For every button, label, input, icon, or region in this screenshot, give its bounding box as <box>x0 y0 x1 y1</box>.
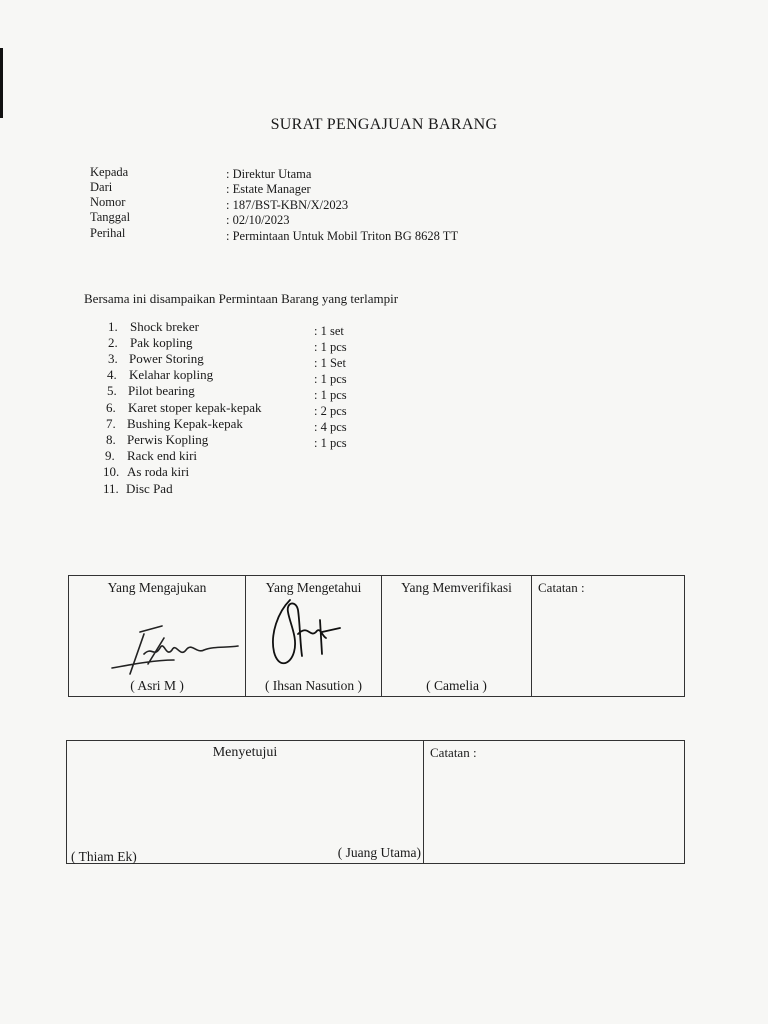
list-item-number: 11. <box>103 481 119 496</box>
meta-label-nomor: Nomor <box>90 195 126 209</box>
final-name-left: ( Thiam Ek) <box>71 849 137 864</box>
list-item-qty: : 1 pcs <box>314 372 347 386</box>
approval-cell-memverifikasi <box>382 576 532 697</box>
final-note-label: Catatan : <box>430 745 477 760</box>
list-item-name: Pilot bearing <box>128 383 195 398</box>
list-item-qty: : 4 pcs <box>314 420 347 434</box>
approval-cell-mengajukan <box>69 576 246 697</box>
signature-ihsan-icon <box>260 594 360 674</box>
list-item-qty: : 1 pcs <box>314 388 347 402</box>
page-edge-mark <box>0 48 3 118</box>
meta-label-dari: Dari <box>90 180 113 194</box>
list-item-number: 7. <box>106 416 116 431</box>
approval-header: Yang Mengetahui <box>265 580 362 595</box>
meta-value-nomor: : 187/BST-KBN/X/2023 <box>226 198 349 212</box>
list-item-qty: : 1 set <box>314 324 344 338</box>
approval-note-label: Catatan : <box>538 580 585 595</box>
list-item-qty: : 1 pcs <box>314 340 347 354</box>
meta-label-perihal: Perihal <box>90 226 126 240</box>
list-item-name: Disc Pad <box>126 481 173 496</box>
list-item-name: Kelahar kopling <box>129 367 214 382</box>
final-cell-catatan <box>424 741 685 864</box>
list-item-number: 9. <box>105 448 115 463</box>
signature-asri-icon <box>104 624 244 678</box>
final-name-right: ( Juang Utama) <box>337 845 421 860</box>
list-item-number: 3. <box>108 351 118 366</box>
list-item-name: Shock breker <box>130 319 199 334</box>
approval-cell-mengetahui <box>246 576 382 697</box>
approval-header: Yang Mengajukan <box>107 580 207 595</box>
approval-name: ( Asri M ) <box>130 678 184 693</box>
approval-cell-catatan <box>532 576 685 697</box>
list-item-name: Power Storing <box>129 351 204 366</box>
list-item-qty: : 1 pcs <box>314 436 347 450</box>
meta-value-dari: : Estate Manager <box>226 182 311 196</box>
meta-value-perihal: : Permintaan Untuk Mobil Triton BG 8628 TT <box>226 229 459 243</box>
list-item-number: 1. <box>108 319 118 334</box>
list-item-number: 6. <box>106 400 116 415</box>
list-item-name: Karet stoper kepak-kepak <box>128 400 262 415</box>
meta-label-tanggal: Tanggal <box>90 210 131 224</box>
list-item-qty: : 1 Set <box>314 356 346 370</box>
final-approval-table <box>66 740 685 864</box>
approval-name: ( Camelia ) <box>426 678 487 693</box>
list-item-number: 8. <box>106 432 116 447</box>
list-item-number: 4. <box>107 367 117 382</box>
document-title: SURAT PENGAJUAN BARANG <box>270 116 498 133</box>
list-item-number: 2. <box>108 335 118 350</box>
list-item-name: As roda kiri <box>127 464 190 479</box>
approval-header: Yang Memverifikasi <box>401 580 512 595</box>
list-item-name: Pak kopling <box>130 335 193 350</box>
list-item-number: 10. <box>103 464 120 479</box>
final-header: Menyetujui <box>212 745 278 760</box>
list-item-name: Bushing Kepak-kepak <box>127 416 243 431</box>
intro-text: Bersama ini disampaikan Permintaan Barang yang terlampir <box>84 291 399 306</box>
list-item-qty: : 2 pcs <box>314 404 347 418</box>
final-cell-menyetujui <box>67 741 424 864</box>
meta-label-kepada: Kepada <box>90 165 129 179</box>
list-item-name: Perwis Kopling <box>127 432 209 447</box>
list-item-number: 5. <box>107 383 117 398</box>
list-item-name: Rack end kiri <box>127 448 198 463</box>
meta-value-tanggal: : 02/10/2023 <box>226 213 290 227</box>
meta-value-kepada: : Direktur Utama <box>226 167 312 181</box>
approval-table <box>68 575 685 697</box>
approval-name: ( Ihsan Nasution ) <box>264 678 363 693</box>
